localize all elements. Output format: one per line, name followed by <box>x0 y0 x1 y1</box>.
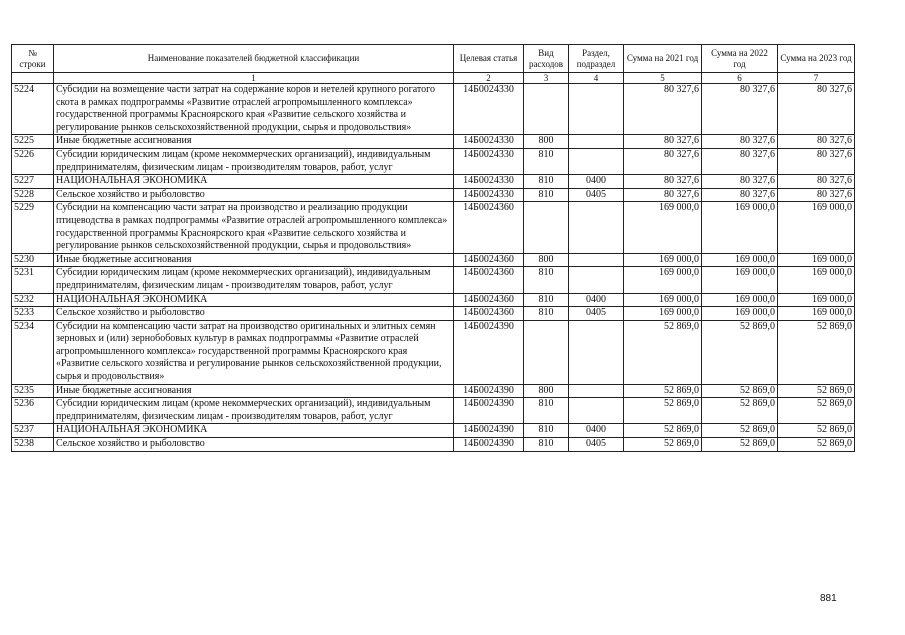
table-row <box>12 438 855 452</box>
indicator-name-cell: Сельское хозяйство и рыболовство <box>54 188 454 202</box>
indicator-name-cell: Субсидии на компенсацию части затрат на производство оригинальных и элитных семян зерновых и (или) зернобобовых культур в рамках подпрограммы «Развитие отраслей агропромышленного комплекса» государственной программы Красноярского края «Развитие сельского хозяйства и регулирование рынков сельскохозяйственной продукции, сырья и продовольствия» <box>54 320 454 384</box>
section-cell <box>569 202 624 253</box>
row-number-cell: 5229 <box>12 202 54 253</box>
indicator-name-cell: Иные бюджетные ассигнования <box>54 135 454 149</box>
row-number-cell: 5237 <box>12 424 54 438</box>
expense-type-cell <box>524 320 569 384</box>
expense-type-cell <box>524 202 569 253</box>
col-header-expense-type: Вид расходов <box>524 45 569 73</box>
sum-2022-cell: 80 327,6 <box>702 148 778 174</box>
col-number: 6 <box>702 73 778 84</box>
col-number: 7 <box>778 73 855 84</box>
expense-type-cell: 810 <box>524 267 569 293</box>
sum-2023-cell: 80 327,6 <box>778 84 855 135</box>
table-row <box>12 384 855 398</box>
indicator-name-cell: Субсидии на компенсацию части затрат на производство и реализацию продукции птицеводства в рамках подпрограммы «Развитие отраслей агропромышленного комплекса» государственной программы Красноярского края «Развитие сельского хозяйства и регулирование рынков сельскохозяйственной продукции, сырья и продовольствия» <box>54 202 454 253</box>
col-header-sum-2021: Сумма на 2021 год <box>624 45 702 73</box>
target-article-cell: 14Б0024390 <box>454 384 524 398</box>
budget-table <box>11 44 855 452</box>
row-number-cell: 5236 <box>12 398 54 424</box>
sum-2021-cell: 80 327,6 <box>624 148 702 174</box>
target-article-cell: 14Б0024360 <box>454 202 524 253</box>
row-number-cell: 5230 <box>12 253 54 267</box>
sum-2021-cell: 169 000,0 <box>624 307 702 321</box>
expense-type-cell: 800 <box>524 253 569 267</box>
sum-2022-cell: 80 327,6 <box>702 175 778 189</box>
sum-2023-cell: 80 327,6 <box>778 175 855 189</box>
section-cell: 0400 <box>569 424 624 438</box>
column-number-row <box>12 73 855 84</box>
sum-2021-cell: 80 327,6 <box>624 188 702 202</box>
sum-2023-cell: 169 000,0 <box>778 267 855 293</box>
col-header-sum-2023: Сумма на 2023 год <box>778 45 855 73</box>
target-article-cell: 14Б0024330 <box>454 175 524 189</box>
section-cell <box>569 84 624 135</box>
sum-2021-cell: 80 327,6 <box>624 84 702 135</box>
expense-type-cell: 810 <box>524 188 569 202</box>
sum-2023-cell: 169 000,0 <box>778 202 855 253</box>
sum-2023-cell: 169 000,0 <box>778 293 855 307</box>
target-article-cell: 14Б0024330 <box>454 135 524 149</box>
sum-2023-cell: 52 869,0 <box>778 424 855 438</box>
target-article-cell: 14Б0024330 <box>454 148 524 174</box>
col-number: 4 <box>569 73 624 84</box>
table-row <box>12 84 855 135</box>
target-article-cell: 14Б0024390 <box>454 424 524 438</box>
section-cell: 0405 <box>569 188 624 202</box>
expense-type-cell: 810 <box>524 148 569 174</box>
indicator-name-cell: НАЦИОНАЛЬНАЯ ЭКОНОМИКА <box>54 424 454 438</box>
sum-2021-cell: 169 000,0 <box>624 202 702 253</box>
sum-2023-cell: 52 869,0 <box>778 438 855 452</box>
sum-2021-cell: 169 000,0 <box>624 293 702 307</box>
sum-2023-cell: 80 327,6 <box>778 148 855 174</box>
row-number-cell: 5231 <box>12 267 54 293</box>
row-number-cell: 5234 <box>12 320 54 384</box>
sum-2022-cell: 52 869,0 <box>702 320 778 384</box>
indicator-name-cell: Субсидии юридическим лицам (кроме некоммерческих организаций), индивидуальным предпринимателям, физическим лицам - производителям товаров, работ, услуг <box>54 398 454 424</box>
sum-2021-cell: 80 327,6 <box>624 175 702 189</box>
table-row <box>12 424 855 438</box>
sum-2023-cell: 52 869,0 <box>778 320 855 384</box>
target-article-cell: 14Б0024390 <box>454 438 524 452</box>
sum-2022-cell: 80 327,6 <box>702 84 778 135</box>
sum-2022-cell: 169 000,0 <box>702 202 778 253</box>
col-header-name: Наименование показателей бюджетной классификации <box>54 45 454 73</box>
expense-type-cell: 810 <box>524 307 569 321</box>
col-number: 5 <box>624 73 702 84</box>
section-cell: 0405 <box>569 438 624 452</box>
table-row <box>12 188 855 202</box>
col-number: 3 <box>524 73 569 84</box>
sum-2022-cell: 80 327,6 <box>702 188 778 202</box>
table-row <box>12 293 855 307</box>
col-header-row-no: № строки <box>12 45 54 73</box>
target-article-cell: 14Б0024390 <box>454 320 524 384</box>
expense-type-cell: 810 <box>524 438 569 452</box>
section-cell <box>569 253 624 267</box>
table-row <box>12 267 855 293</box>
target-article-cell: 14Б0024330 <box>454 188 524 202</box>
indicator-name-cell: НАЦИОНАЛЬНАЯ ЭКОНОМИКА <box>54 293 454 307</box>
sum-2023-cell: 169 000,0 <box>778 307 855 321</box>
expense-type-cell: 810 <box>524 293 569 307</box>
sum-2023-cell: 52 869,0 <box>778 398 855 424</box>
sum-2021-cell: 52 869,0 <box>624 424 702 438</box>
section-cell: 0405 <box>569 307 624 321</box>
table-row <box>12 253 855 267</box>
section-cell <box>569 148 624 174</box>
row-number-cell: 5235 <box>12 384 54 398</box>
indicator-name-cell: Субсидии юридическим лицам (кроме некоммерческих организаций), индивидуальным предпринимателям, физическим лицам - производителям товаров, работ, услуг <box>54 267 454 293</box>
indicator-name-cell: Сельское хозяйство и рыболовство <box>54 307 454 321</box>
table-header-row <box>12 45 855 73</box>
table-row <box>12 320 855 384</box>
sum-2022-cell: 52 869,0 <box>702 424 778 438</box>
table-row <box>12 135 855 149</box>
sum-2022-cell: 52 869,0 <box>702 438 778 452</box>
expense-type-cell: 810 <box>524 398 569 424</box>
sum-2022-cell: 169 000,0 <box>702 307 778 321</box>
target-article-cell: 14Б0024360 <box>454 293 524 307</box>
section-cell: 0400 <box>569 175 624 189</box>
sum-2021-cell: 52 869,0 <box>624 438 702 452</box>
target-article-cell: 14Б0024360 <box>454 253 524 267</box>
indicator-name-cell: Сельское хозяйство и рыболовство <box>54 438 454 452</box>
sum-2021-cell: 52 869,0 <box>624 384 702 398</box>
col-header-target: Целевая статья <box>454 45 524 73</box>
indicator-name-cell: Иные бюджетные ассигнования <box>54 384 454 398</box>
table-body <box>12 84 855 452</box>
indicator-name-cell: Субсидии юридическим лицам (кроме некоммерческих организаций), индивидуальным предпринимателям, физическим лицам - производителям товаров, работ, услуг <box>54 148 454 174</box>
sum-2021-cell: 80 327,6 <box>624 135 702 149</box>
indicator-name-cell: Иные бюджетные ассигнования <box>54 253 454 267</box>
row-number-cell: 5225 <box>12 135 54 149</box>
section-cell <box>569 384 624 398</box>
col-number: 1 <box>54 73 454 84</box>
sum-2021-cell: 52 869,0 <box>624 398 702 424</box>
table-row <box>12 307 855 321</box>
section-cell <box>569 398 624 424</box>
sum-2021-cell: 52 869,0 <box>624 320 702 384</box>
col-number <box>12 73 54 84</box>
row-number-cell: 5226 <box>12 148 54 174</box>
indicator-name-cell: НАЦИОНАЛЬНАЯ ЭКОНОМИКА <box>54 175 454 189</box>
target-article-cell: 14Б0024330 <box>454 84 524 135</box>
expense-type-cell: 800 <box>524 384 569 398</box>
table-row <box>12 148 855 174</box>
col-number: 2 <box>454 73 524 84</box>
col-header-sum-2022: Сумма на 2022 год <box>702 45 778 73</box>
section-cell <box>569 320 624 384</box>
indicator-name-cell: Субсидии на возмещение части затрат на содержание коров и нетелей крупного рогатого скота в рамках подпрограммы «Развитие отраслей агропромышленного комплекса» государственной программы Красноярского края «Развитие сельского хозяйства и регулирование рынков сельскохозяйственной продукции, сырья и продовольствия» <box>54 84 454 135</box>
section-cell <box>569 267 624 293</box>
sum-2023-cell: 169 000,0 <box>778 253 855 267</box>
sum-2022-cell: 80 327,6 <box>702 135 778 149</box>
row-number-cell: 5228 <box>12 188 54 202</box>
expense-type-cell: 810 <box>524 424 569 438</box>
row-number-cell: 5224 <box>12 84 54 135</box>
section-cell <box>569 135 624 149</box>
row-number-cell: 5238 <box>12 438 54 452</box>
sum-2021-cell: 169 000,0 <box>624 253 702 267</box>
sum-2022-cell: 169 000,0 <box>702 293 778 307</box>
expense-type-cell: 800 <box>524 135 569 149</box>
target-article-cell: 14Б0024360 <box>454 267 524 293</box>
table-row <box>12 175 855 189</box>
target-article-cell: 14Б0024360 <box>454 307 524 321</box>
expense-type-cell: 810 <box>524 175 569 189</box>
expense-type-cell <box>524 84 569 135</box>
row-number-cell: 5233 <box>12 307 54 321</box>
sum-2022-cell: 52 869,0 <box>702 398 778 424</box>
page-number: 881 <box>820 593 837 604</box>
sum-2022-cell: 169 000,0 <box>702 267 778 293</box>
sum-2023-cell: 80 327,6 <box>778 135 855 149</box>
col-header-section: Раздел, подраздел <box>569 45 624 73</box>
sum-2022-cell: 52 869,0 <box>702 384 778 398</box>
section-cell: 0400 <box>569 293 624 307</box>
target-article-cell: 14Б0024390 <box>454 398 524 424</box>
row-number-cell: 5227 <box>12 175 54 189</box>
row-number-cell: 5232 <box>12 293 54 307</box>
table-row <box>12 202 855 253</box>
sum-2023-cell: 80 327,6 <box>778 188 855 202</box>
table-row <box>12 398 855 424</box>
sum-2022-cell: 169 000,0 <box>702 253 778 267</box>
sum-2021-cell: 169 000,0 <box>624 267 702 293</box>
sum-2023-cell: 52 869,0 <box>778 384 855 398</box>
